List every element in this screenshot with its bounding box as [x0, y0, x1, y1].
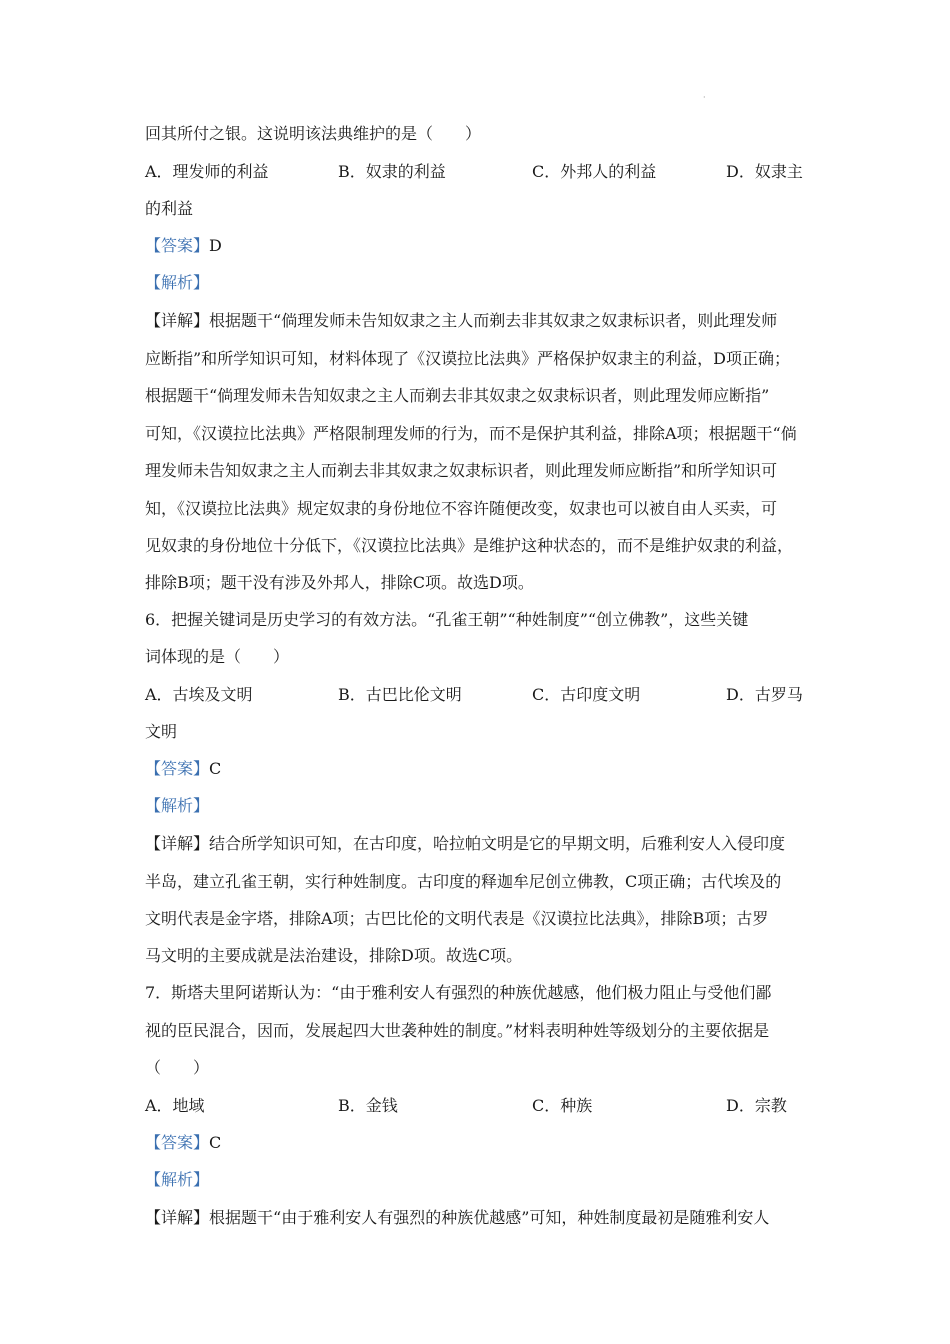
q5-stem-tail: 回其所付之银。这说明该法典维护的是（ ）: [145, 124, 482, 143]
answer-label: 【答案】: [145, 236, 210, 255]
q7-detail-line-1: [145, 1208, 815, 1228]
detail-text: 根据题干“由于雅利安人有强烈的种族优越感”可知，种姓制度最初是随雅利安人: [209, 1208, 770, 1227]
q5-detail-line-3: 根据题干“倘理发师未告知奴隶之主人而剃去非其奴隶之奴隶标识者，则此理发师应断指”: [145, 386, 770, 405]
q6-analysis-label: [145, 796, 815, 816]
q6-option-d: D．古罗马: [726, 685, 803, 704]
q5-detail-line-7: 见奴隶的身份地位十分低下，《汉谟拉比法典》是维护这种状态的，而不是维护奴隶的利益，: [145, 536, 794, 555]
q5-option-c: C．外邦人的利益: [532, 162, 657, 181]
detail-text: 结合所学知识可知，在古印度，哈拉帕文明是它的早期文明，后雅利安人入侵印度: [209, 834, 786, 853]
q5-detail-line-6: 知，《汉谟拉比法典》规定奴隶的身份地位不容许随便改变，奴隶也可以被自由人买卖，可: [145, 499, 778, 518]
q5-analysis-label: [145, 273, 815, 293]
q7-option-b: B．金钱: [338, 1096, 398, 1115]
q7-analysis-label: [145, 1170, 815, 1190]
q7-stem-line-1: 7．斯塔夫里阿诺斯认为：“由于雅利安人有强烈的种族优越感，他们极力阻止与受他们鄙: [145, 983, 772, 1002]
q7-option-c: C．种族: [532, 1096, 593, 1115]
corner-mark: ·: [703, 93, 706, 102]
q7-answer: [145, 1133, 815, 1153]
q5-option-b: B．奴隶的利益: [338, 162, 446, 181]
q7-option-d: D．宗教: [726, 1096, 787, 1115]
q7-option-a: A．地域: [145, 1096, 205, 1115]
q5-option-d: D．奴隶主: [726, 162, 803, 181]
detail-label: 【详解】: [145, 1208, 210, 1227]
analysis-label: 【解析】: [145, 796, 210, 815]
q5-detail-line-5: 理发师未告知奴隶之主人而剃去非其奴隶之奴隶标识者，则此理发师应断指”和所学知识可: [145, 461, 778, 480]
q6-option-a: A．古埃及文明: [145, 685, 253, 704]
q6-detail-line-3: 文明代表是金字塔，排除A项；古巴比伦的文明代表是《汉谟拉比法典》，排除B项；古罗: [145, 909, 769, 928]
answer-value: D: [209, 236, 222, 255]
answer-value: C: [209, 759, 222, 778]
q6-detail-line-4: 马文明的主要成就是法治建设，排除D项。故选C项。: [145, 946, 523, 965]
answer-label: 【答案】: [145, 1133, 210, 1152]
q6-detail-line-2: 半岛，建立孔雀王朝，实行种姓制度。古印度的释迦牟尼创立佛教，C项正确；古代埃及的: [145, 872, 782, 891]
analysis-label: 【解析】: [145, 273, 210, 292]
detail-text: 根据题干“倘理发师未告知奴隶之主人而剃去非其奴隶之奴隶标识者，则此理发师: [209, 311, 778, 330]
q6-option-b: B．古巴比伦文明: [338, 685, 462, 704]
q6-option-c: C．古印度文明: [532, 685, 641, 704]
q6-stem-line-1: 6．把握关键词是历史学习的有效方法。“孔雀王朝”“种姓制度”“创立佛教”，这些关键: [145, 610, 749, 629]
answer-label: 【答案】: [145, 759, 210, 778]
detail-label: 【详解】: [145, 834, 210, 853]
q5-detail-line-2: 应断指”和所学知识可知，材料体现了《汉谟拉比法典》严格保护奴隶主的利益，D项正确；: [145, 349, 791, 368]
q6-answer: [145, 759, 815, 779]
q5-detail-line-8: 排除B项；题干没有涉及外邦人，排除C项。故选D项。: [145, 573, 534, 592]
q5-detail-line-4: 可知，《汉谟拉比法典》严格限制理发师的行为，而不是保护其利益，排除A项；根据题干“倘: [145, 424, 797, 443]
q6-detail-line-1: [145, 834, 815, 854]
q7-stem-line-3: （ ）: [145, 1058, 210, 1077]
analysis-label: 【解析】: [145, 1170, 210, 1189]
q6-stem-line-2: 词体现的是（ ）: [145, 647, 290, 666]
q5-answer: [145, 236, 815, 256]
q7-stem-line-2: 视的臣民混合，因而，发展起四大世袭种姓的制度。”材料表明种姓等级划分的主要依据是: [145, 1021, 770, 1040]
q5-option-a: A．理发师的利益: [145, 162, 269, 181]
q5-option-wrap: 的利益: [145, 199, 194, 218]
q5-detail-line-1: [145, 311, 815, 331]
q6-option-wrap: 文明: [145, 722, 178, 741]
detail-label: 【详解】: [145, 311, 210, 330]
answer-value: C: [209, 1133, 222, 1152]
